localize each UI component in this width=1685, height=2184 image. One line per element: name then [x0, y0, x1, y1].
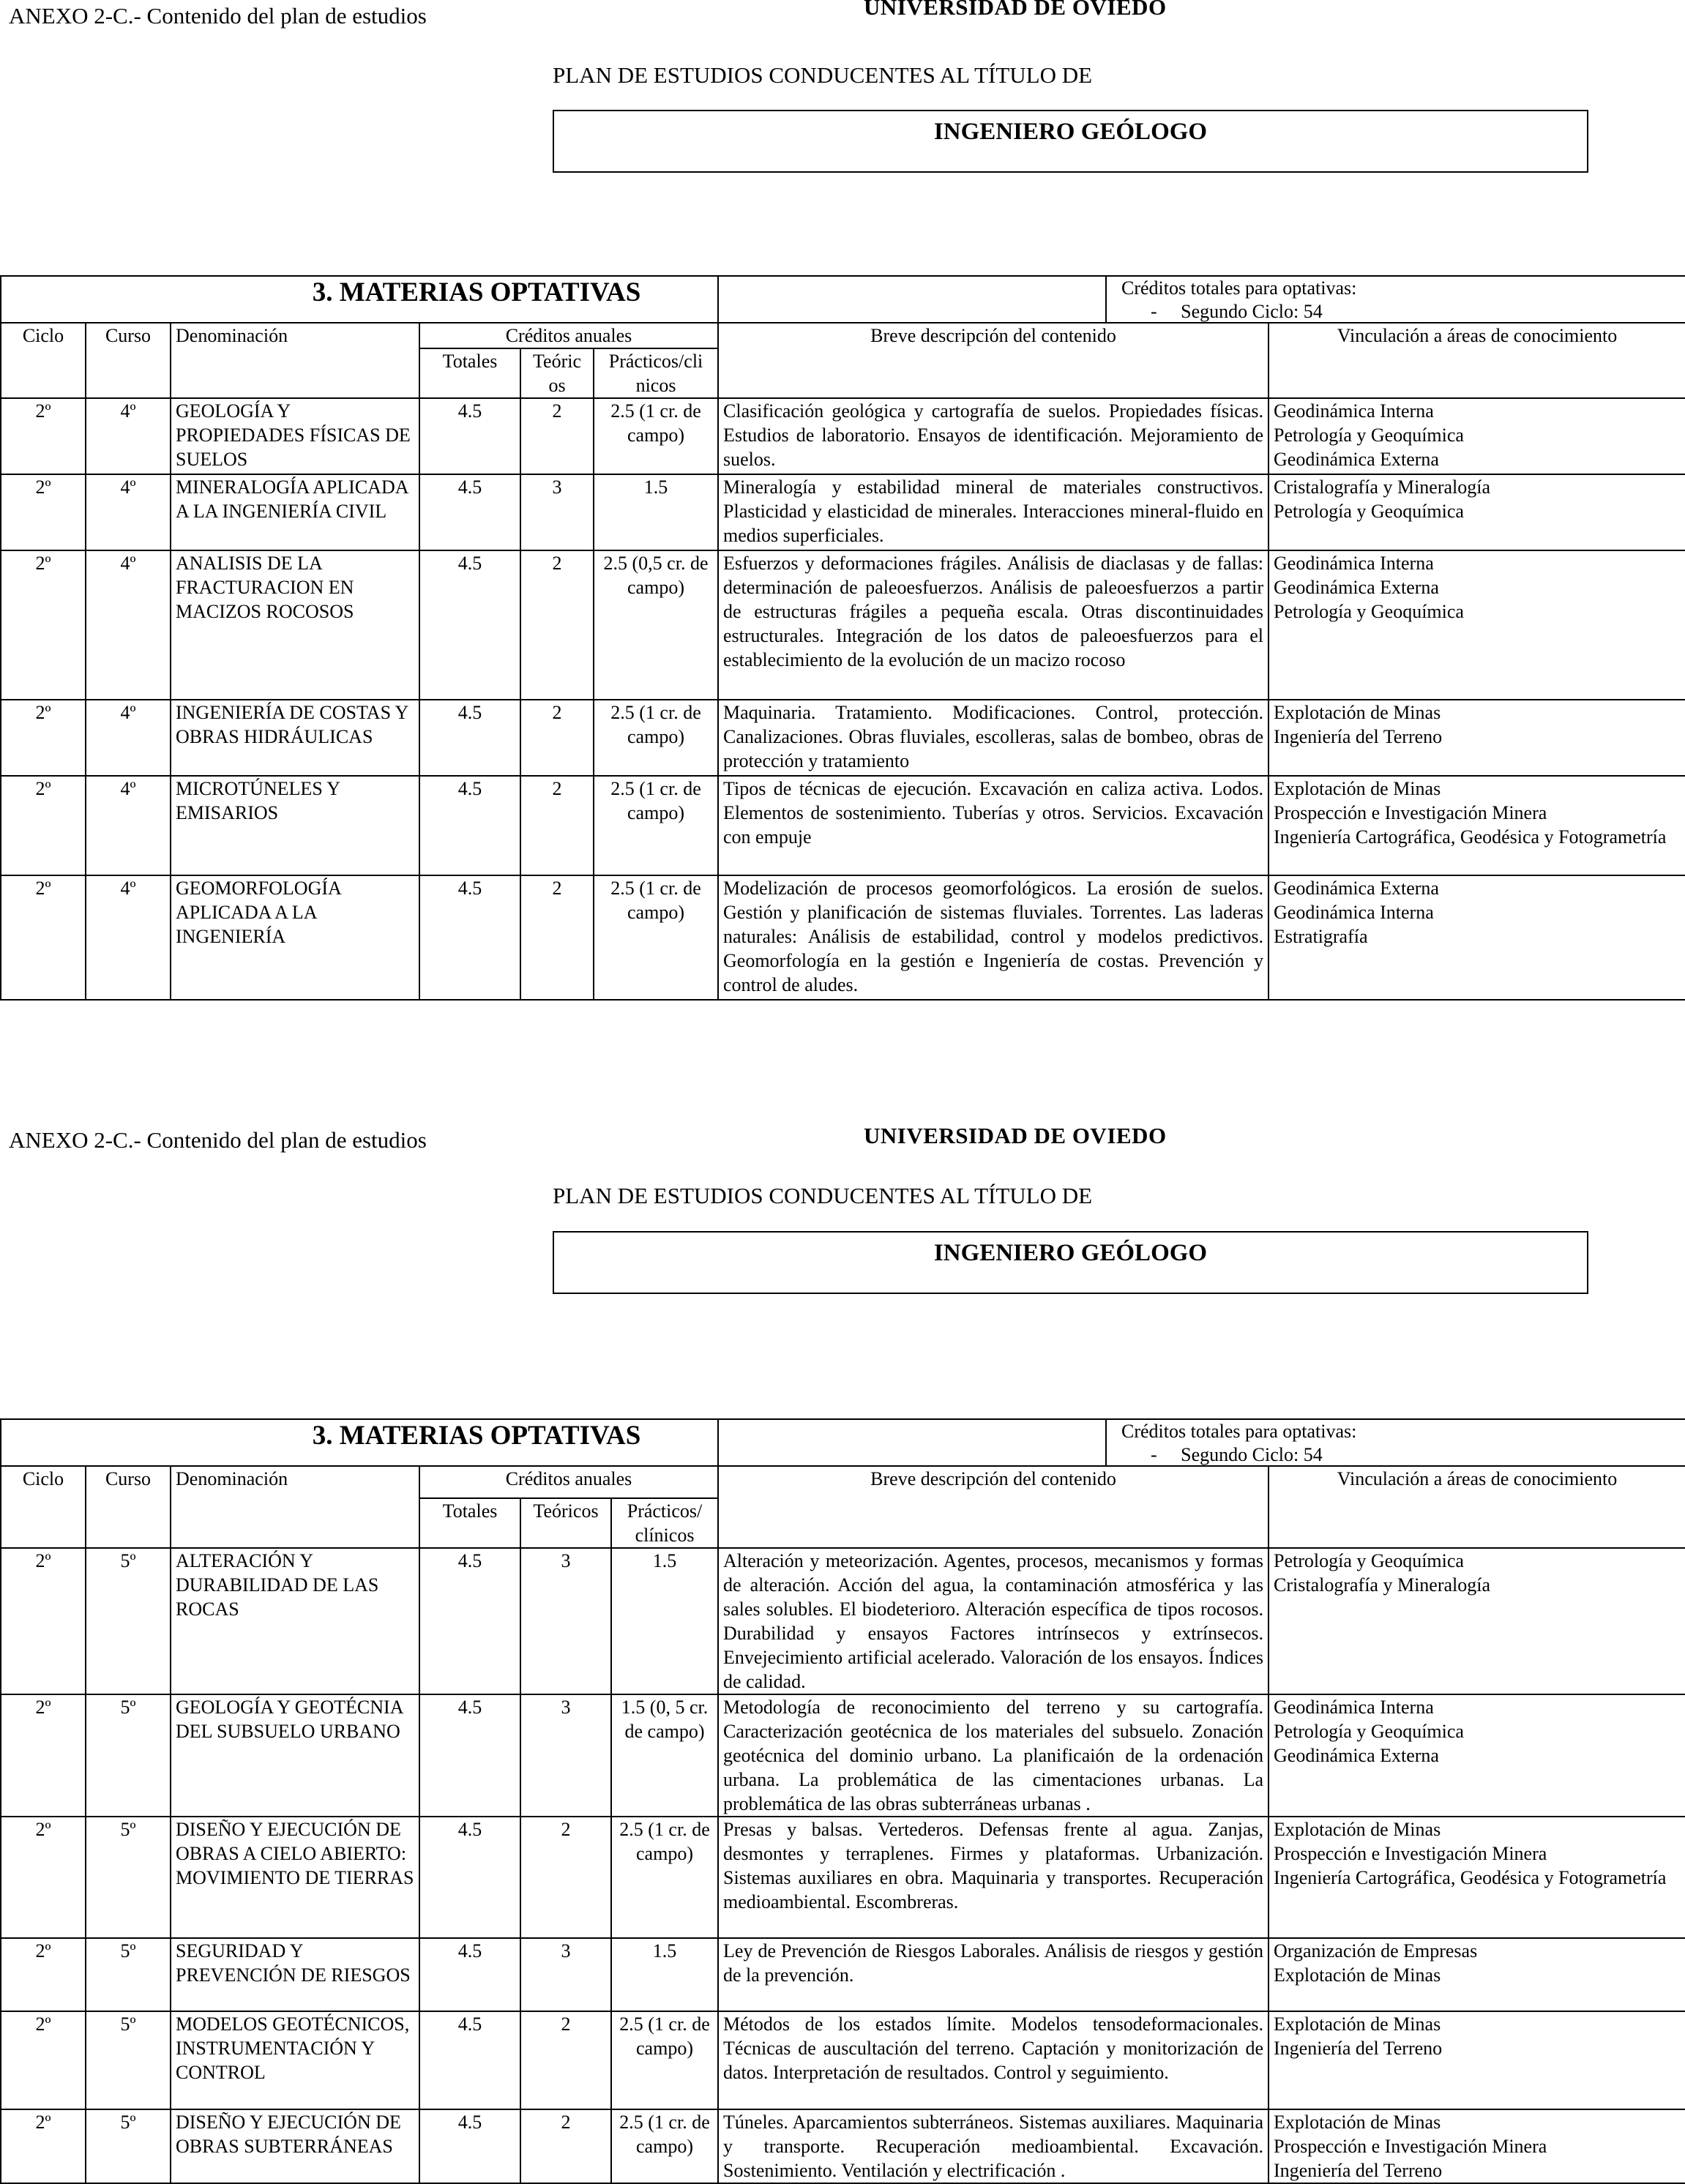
cell-teoricos: 2: [520, 398, 594, 474]
cell-totales: 4.5: [419, 1817, 520, 1938]
cell-curso: 4º: [86, 700, 171, 776]
area-item: Petrología y Geoquímica: [1274, 601, 1464, 622]
header-teoricos: Teóric os: [520, 348, 594, 398]
cell-teoricos: 3: [520, 474, 594, 550]
area-item: Ingeniería Cartográfica, Geodésica y Fotogrametría: [1274, 826, 1667, 848]
header-curso: Curso: [86, 323, 171, 398]
cell-descripcion: Túneles. Aparcamientos subterráneos. Sistemas auxiliares. Maquinaria y transporte. Recuperación medioambiental. Excavación. Sostenimiento. Ventilación y electrificación .: [718, 2109, 1269, 2183]
cell-ciclo: 2º: [1, 550, 86, 700]
table-row: [1, 1938, 1685, 2011]
optional-subjects-table: [0, 1418, 1685, 2184]
cell-totales: 4.5: [419, 776, 520, 875]
credits-total-value: - Segundo Ciclo: 54: [1151, 301, 1323, 322]
area-item: Geodinámica Interna: [1274, 400, 1434, 422]
header-totales: Totales: [419, 348, 520, 398]
area-item: Cristalografía y Mineralogía: [1274, 1574, 1491, 1596]
cell-denominacion: GEOMORFOLOGÍA APLICADA A LA INGENIERÍA: [171, 875, 419, 1000]
cell-totales: 4.5: [419, 2011, 520, 2109]
cell-denominacion: INGENIERÍA DE COSTAS Y OBRAS HIDRÁULICAS: [171, 700, 419, 776]
area-item: Petrología y Geoquímica: [1274, 1550, 1464, 1571]
area-item: Geodinámica Interna: [1274, 553, 1434, 574]
cell-practicos: 2.5 (1 cr. de campo): [594, 875, 718, 1000]
credits-total-label: Créditos totales para optativas:: [1121, 1421, 1357, 1442]
cell-teoricos: 3: [520, 1694, 611, 1817]
area-item: Petrología y Geoquímica: [1274, 501, 1464, 522]
cell-practicos: 2.5 (0,5 cr. de campo): [594, 550, 718, 700]
cell-denominacion: SEGURIDAD Y PREVENCIÓN DE RIESGOS: [171, 1938, 419, 2011]
cell-ciclo: 2º: [1, 474, 86, 550]
cell-ciclo: 2º: [1, 398, 86, 474]
cell-totales: 4.5: [419, 1548, 520, 1694]
cell-denominacion: MINERALOGÍA APLICADA A LA INGENIERÍA CIVIL: [171, 474, 419, 550]
cell-areas: [1269, 700, 1685, 776]
area-item: Estratigrafía: [1274, 926, 1368, 947]
cell-totales: 4.5: [419, 1938, 520, 2011]
table-row: [1, 550, 1685, 700]
cell-ciclo: 2º: [1, 1548, 86, 1694]
cell-practicos: 1.5: [611, 1938, 718, 2011]
cell-totales: 4.5: [419, 2109, 520, 2183]
cell-curso: 5º: [86, 1694, 171, 1817]
cell-totales: 4.5: [419, 398, 520, 474]
cell-denominacion: DISEÑO Y EJECUCIÓN DE OBRAS A CIELO ABIERTO: MOVIMIENTO DE TIERRAS: [171, 1817, 419, 1938]
header-creditos-anuales: Créditos anuales: [419, 1466, 718, 1498]
table-row: [1, 700, 1685, 776]
area-item: Geodinámica Interna: [1274, 902, 1434, 923]
cell-curso: 5º: [86, 2011, 171, 2109]
cell-ciclo: 2º: [1, 1817, 86, 1938]
cell-denominacion: GEOLOGÍA Y PROPIEDADES FÍSICAS DE SUELOS: [171, 398, 419, 474]
cell-areas: [1269, 776, 1685, 875]
cell-areas: [1269, 1548, 1685, 1694]
cell-curso: 4º: [86, 550, 171, 700]
optional-subjects-table: [0, 275, 1685, 1001]
cell-descripcion: Clasificación geológica y cartografía de suelos. Propiedades físicas. Estudios de laboratorio. Ensayos de identificación. Mejoramiento de suelos.: [718, 398, 1269, 474]
area-item: Geodinámica Externa: [1274, 878, 1439, 899]
area-item: Cristalografía y Mineralogía: [1274, 476, 1491, 498]
cell-teoricos: 2: [520, 776, 594, 875]
cell-areas: [1269, 875, 1685, 1000]
plan-heading: PLAN DE ESTUDIOS CONDUCENTES AL TÍTULO DE: [553, 62, 1093, 88]
header-practicos: Prácticos/ clínicos: [611, 1498, 718, 1548]
area-item: Ingeniería Cartográfica, Geodésica y Fotogrametría: [1274, 1867, 1667, 1888]
area-item: Explotación de Minas: [1274, 1819, 1441, 1840]
cell-teoricos: 2: [520, 1817, 611, 1938]
cell-practicos: 1.5: [611, 1548, 718, 1694]
table-row: [1, 398, 1685, 474]
cell-practicos: 2.5 (1 cr. de campo): [594, 776, 718, 875]
cell-curso: 4º: [86, 398, 171, 474]
cell-descripcion: Ley de Prevención de Riesgos Laborales. Análisis de riesgos y gestión de la prevención.: [718, 1938, 1269, 2011]
cell-totales: 4.5: [419, 550, 520, 700]
cell-areas: [1269, 1817, 1685, 1938]
credits-total-value: - Segundo Ciclo: 54: [1151, 1444, 1323, 1465]
header-descripcion: Breve descripción del contenido: [718, 323, 1269, 398]
credits-total-cell: [718, 276, 1685, 323]
header-vinculacion: Vinculación a áreas de conocimiento: [1269, 1466, 1685, 1548]
page-section-1: [0, 0, 1685, 1039]
table-row: [1, 2011, 1685, 2109]
cell-descripcion: Métodos de los estados límite. Modelos tensodeformacionales. Técnicas de auscultación del terreno. Captación y monitorización de datos. Interpretación de resultados. Control y seguimiento.: [718, 2011, 1269, 2109]
header-ciclo: Ciclo: [1, 1466, 86, 1548]
cell-denominacion: ALTERACIÓN Y DURABILIDAD DE LAS ROCAS: [171, 1548, 419, 1694]
cell-practicos: 1.5: [594, 474, 718, 550]
cell-denominacion: ANALISIS DE LA FRACTURACION EN MACIZOS ROCOSOS: [171, 550, 419, 700]
area-item: Ingeniería del Terreno: [1274, 2038, 1443, 2059]
header-curso: Curso: [86, 1466, 171, 1548]
area-item: Geodinámica Externa: [1274, 577, 1439, 598]
area-item: Geodinámica Externa: [1274, 449, 1439, 470]
cell-denominacion: DISEÑO Y EJECUCIÓN DE OBRAS SUBTERRÁNEAS: [171, 2109, 419, 2183]
cell-totales: 4.5: [419, 700, 520, 776]
table-row: [1, 474, 1685, 550]
cell-curso: 5º: [86, 1817, 171, 1938]
section-title: 3. MATERIAS OPTATIVAS: [1, 1419, 718, 1466]
header-totales: Totales: [419, 1498, 520, 1548]
page-section-2: [0, 1120, 1685, 2184]
cell-ciclo: 2º: [1, 2109, 86, 2183]
cell-descripcion: Metodología de reconocimiento del terreno y su cartografía. Caracterización geotécnica de los materiales del subsuelo. Zonación geotécnica del dominio urbano. La planificaión de la ordenación urbana. La problemática de las cimentaciones urbanas. La problemática de las obras subterráneas urbanas .: [718, 1694, 1269, 1817]
cell-areas: [1269, 1694, 1685, 1817]
header-denominacion: Denominación: [171, 323, 419, 398]
cell-teoricos: 2: [520, 550, 594, 700]
university-name: UNIVERSIDAD DE OVIEDO: [864, 0, 1167, 20]
cell-totales: 4.5: [419, 1694, 520, 1817]
cell-areas: [1269, 474, 1685, 550]
cell-areas: [1269, 398, 1685, 474]
cell-ciclo: 2º: [1, 700, 86, 776]
cell-curso: 5º: [86, 1938, 171, 2011]
header-ciclo: Ciclo: [1, 323, 86, 398]
cell-denominacion: GEOLOGÍA Y GEOTÉCNIA DEL SUBSUELO URBANO: [171, 1694, 419, 1817]
header-vinculacion: Vinculación a áreas de conocimiento: [1269, 323, 1685, 398]
cell-curso: 5º: [86, 2109, 171, 2183]
degree-box: INGENIERO GEÓLOGO: [553, 110, 1588, 173]
cell-curso: 4º: [86, 776, 171, 875]
table-row: [1, 1548, 1685, 1694]
area-item: Explotación de Minas: [1274, 2112, 1441, 2133]
cell-descripcion: Esfuerzos y deformaciones frágiles. Análisis de diaclasas y de fallas: determinación de paleoesfuerzos. Análisis de paleoesfuerzos a partir de estructuras frágiles a pequeña escala. Otras discontinuidades estructurales. Integración de los datos de paleoesfuerzos para el establecimiento de la evolución de un macizo rocoso: [718, 550, 1269, 700]
cell-curso: 5º: [86, 1548, 171, 1694]
cell-descripcion: Mineralogía y estabilidad mineral de materiales constructivos. Plasticidad y elasticidad de minerales. Interacciones mineral-fluido en medios superficiales.: [718, 474, 1269, 550]
annex-label: ANEXO 2-C.- Contenido del plan de estudios: [9, 1127, 427, 1153]
cell-teoricos: 3: [520, 1938, 611, 2011]
table-row: [1, 1817, 1685, 1938]
cell-ciclo: 2º: [1, 1694, 86, 1817]
cell-curso: 4º: [86, 474, 171, 550]
area-item: Ingeniería del Terreno: [1274, 2160, 1443, 2181]
cell-practicos: 2.5 (1 cr. de campo): [611, 2011, 718, 2109]
cell-curso: 4º: [86, 875, 171, 1000]
area-item: Ingeniería del Terreno: [1274, 726, 1443, 747]
cell-practicos: 1.5 (0, 5 cr. de campo): [611, 1694, 718, 1817]
plan-heading: PLAN DE ESTUDIOS CONDUCENTES AL TÍTULO DE: [553, 1183, 1093, 1208]
cell-ciclo: 2º: [1, 776, 86, 875]
area-item: Explotación de Minas: [1274, 1964, 1441, 1986]
cell-totales: 4.5: [419, 474, 520, 550]
credits-total-cell: [718, 1419, 1685, 1466]
area-item: Prospección e Investigación Minera: [1274, 1843, 1547, 1864]
cell-practicos: 2.5 (1 cr. de campo): [611, 2109, 718, 2183]
table-row: [1, 875, 1685, 1000]
area-item: Petrología y Geoquímica: [1274, 425, 1464, 446]
area-item: Explotación de Minas: [1274, 702, 1441, 723]
cell-descripcion: Modelización de procesos geomorfológicos. La erosión de suelos. Gestión y planificación de sistemas fluviales. Torrentes. Las laderas naturales: Análisis de estabilidad, control y modelos predictivos. Geomorfología en la gestión e Ingeniería de costas. Prevención y control de aludes.: [718, 875, 1269, 1000]
cell-teoricos: 2: [520, 2109, 611, 2183]
cell-descripcion: Presas y balsas. Vertederos. Defensas frente al agua. Zanjas, desmontes y terraplenes. Firmes y plataformas. Urbanización. Sistemas auxiliares en obra. Maquinaria y transportes. Recuperación medioambiental. Escombreras.: [718, 1817, 1269, 1938]
university-name: UNIVERSIDAD DE OVIEDO: [864, 1123, 1167, 1148]
table-row: [1, 776, 1685, 875]
cell-areas: [1269, 1938, 1685, 2011]
credits-total-label: Créditos totales para optativas:: [1121, 277, 1357, 299]
header-creditos-anuales: Créditos anuales: [419, 323, 718, 348]
cell-practicos: 2.5 (1 cr. de campo): [594, 398, 718, 474]
area-item: Explotación de Minas: [1274, 2013, 1441, 2035]
area-item: Prospección e Investigación Minera: [1274, 2136, 1547, 2157]
cell-denominacion: MODELOS GEOTÉCNICOS, INSTRUMENTACIÓN Y CONTROL: [171, 2011, 419, 2109]
area-item: Geodinámica Interna: [1274, 1697, 1434, 1718]
area-item: Petrología y Geoquímica: [1274, 1721, 1464, 1742]
cell-areas: [1269, 550, 1685, 700]
cell-areas: [1269, 2011, 1685, 2109]
area-item: Prospección e Investigación Minera: [1274, 802, 1547, 823]
cell-descripcion: Alteración y meteorización. Agentes, procesos, mecanismos y formas de alteración. Acción del agua, la contaminación atmosférica y las sales solubles. El biodeterioro. Alteración específica de tipos rocosos. Durabilidad y ensayos Factores intrínsecos y extrínsecos. Envejecimiento artificial acelerado. Valoración de los ensayos. Índices de calidad.: [718, 1548, 1269, 1694]
area-item: Organización de Empresas: [1274, 1940, 1478, 1962]
cell-ciclo: 2º: [1, 1938, 86, 2011]
area-item: Geodinámica Externa: [1274, 1745, 1439, 1766]
header-descripcion: Breve descripción del contenido: [718, 1466, 1269, 1548]
header-practicos: Prácticos/cli nicos: [594, 348, 718, 398]
degree-box: INGENIERO GEÓLOGO: [553, 1231, 1588, 1294]
section-title: 3. MATERIAS OPTATIVAS: [1, 276, 718, 323]
cell-descripcion: Tipos de técnicas de ejecución. Excavación en caliza activa. Lodos. Elementos de sostenimiento. Tuberías y otros. Servicios. Excavación con empuje: [718, 776, 1269, 875]
cell-teoricos: 3: [520, 1548, 611, 1694]
area-item: Explotación de Minas: [1274, 778, 1441, 799]
cell-totales: 4.5: [419, 875, 520, 1000]
cell-practicos: 2.5 (1 cr. de campo): [594, 700, 718, 776]
table-row: [1, 2109, 1685, 2183]
cell-denominacion: MICROTÚNELES Y EMISARIOS: [171, 776, 419, 875]
cell-practicos: 2.5 (1 cr. de campo): [611, 1817, 718, 1938]
cell-areas: [1269, 2109, 1685, 2183]
cell-teoricos: 2: [520, 875, 594, 1000]
cell-descripcion: Maquinaria. Tratamiento. Modificaciones. Control, protección. Canalizaciones. Obras fluviales, escolleras, salas de bombeo, obras de protección y tratamiento: [718, 700, 1269, 776]
header-denominacion: Denominación: [171, 1466, 419, 1548]
cell-ciclo: 2º: [1, 2011, 86, 2109]
table-row: [1, 1694, 1685, 1817]
cell-ciclo: 2º: [1, 875, 86, 1000]
header-teoricos: Teóricos: [520, 1498, 611, 1548]
annex-label: ANEXO 2-C.- Contenido del plan de estudios: [9, 3, 427, 29]
cell-teoricos: 2: [520, 2011, 611, 2109]
cell-teoricos: 2: [520, 700, 594, 776]
